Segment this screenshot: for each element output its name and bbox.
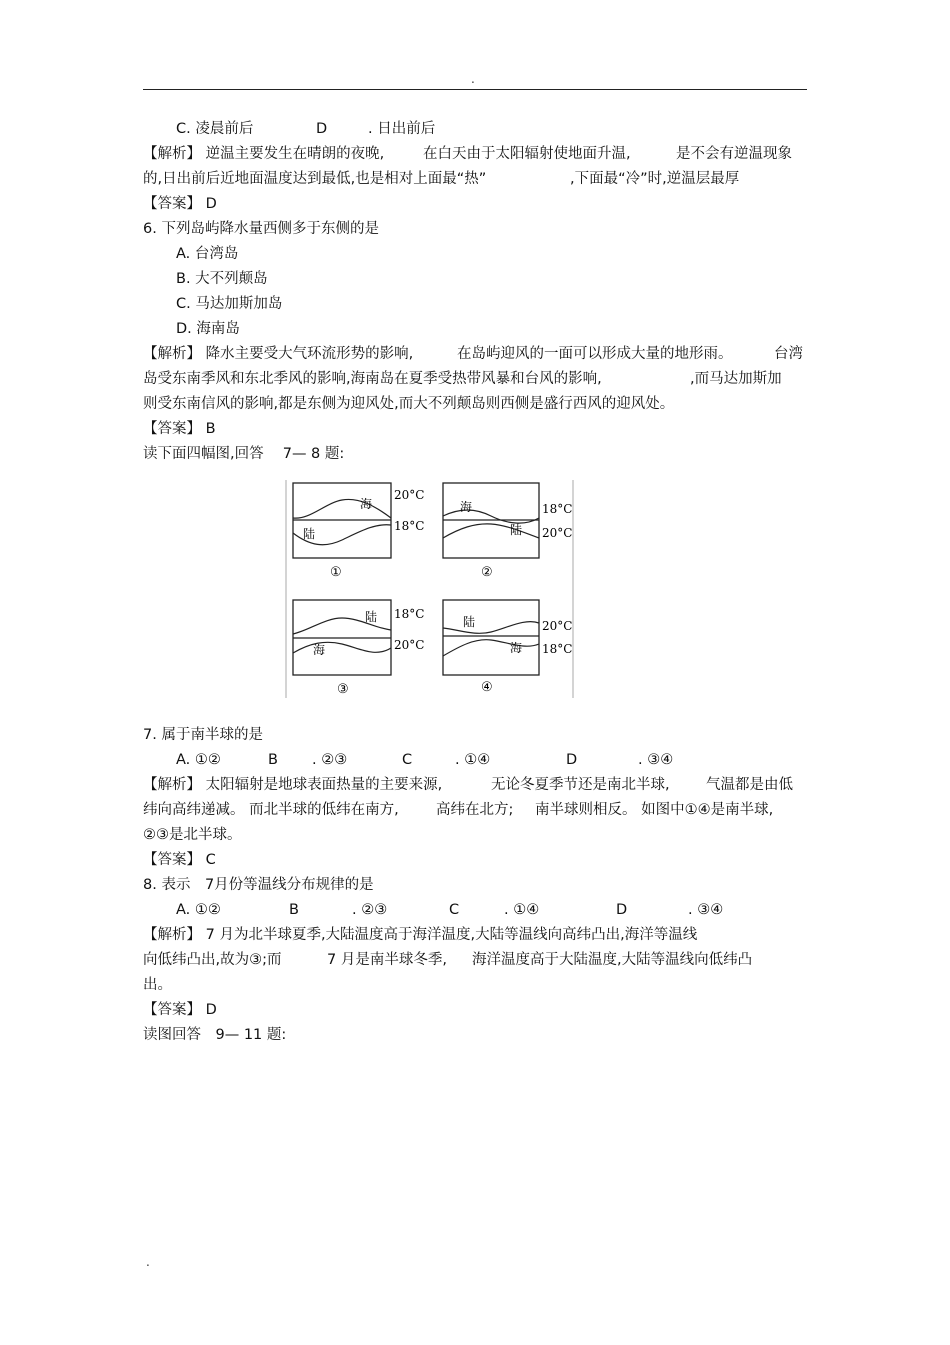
panel-1 <box>293 483 424 580</box>
panel-1-temp-bottom: 18°C <box>394 519 425 533</box>
panel-3-temp-top: 18°C <box>394 607 425 621</box>
q5-analysis-line1c: 是不会有逆温现象 <box>676 146 792 162</box>
panel-2-lower-label: 陆 <box>510 523 523 537</box>
q5-analysis-line2b: ,下面最“冷”时,逆温层最厚 <box>570 171 740 187</box>
isotherm-figure-svg <box>285 478 575 698</box>
panel-2-upper-label: 海 <box>460 500 473 514</box>
q8-option-a: A. ①② <box>176 902 221 918</box>
q7-question: 7. 属于南半球的是 <box>143 727 263 743</box>
panel-2-number: ② <box>481 565 493 580</box>
panel-3-isotherm-20 <box>293 642 391 653</box>
panel-3-lower-label: 海 <box>313 643 326 657</box>
q7-option-b-text: . ②③ <box>312 752 348 768</box>
q7-option-d-letter: D <box>566 752 578 768</box>
panel-2 <box>443 483 572 580</box>
q6-analysis-line1b: 在岛屿迎风的一面可以形成大量的地形雨。 <box>457 346 733 362</box>
q6-option-b: B. 大不列颠岛 <box>176 271 268 287</box>
panel-1-lower-label: 陆 <box>303 527 316 541</box>
q8-analysis-line1: 【解析】 7 月为北半球夏季,大陆温度高于海洋温度,大陆等温线向高纬凸出,海洋等温线 <box>143 927 698 943</box>
panel-1-temp-top: 20°C <box>394 488 425 502</box>
q8-option-c-text: . ①④ <box>504 902 540 918</box>
q8-analysis-line2a: 向低纬凸出,故为③;而 <box>143 952 282 968</box>
q7-analysis-line2b: 高纬在北方; <box>436 802 514 818</box>
q5-analysis-line1a: 【解析】 逆温主要发生在晴朗的夜晚, <box>143 146 385 162</box>
q6-analysis-line2a: 岛受东南季风和东北季风的影响,海南岛在夏季受热带风暴和台风的影响, <box>143 371 602 387</box>
panel-3 <box>293 600 424 697</box>
q7-analysis-line2a: 纬向高纬递减。 而北半球的低纬在南方, <box>143 802 399 818</box>
q7-analysis-line1a: 【解析】 太阳辐射是地球表面热量的主要来源, <box>143 777 443 793</box>
panel-1-isotherm-20 <box>293 499 391 518</box>
q7-analysis-line1b: 无论冬夏季节还是南北半球, <box>491 777 670 793</box>
q6-analysis-line2b: ,而马达加斯加 <box>690 371 782 387</box>
intro-7-8: 读下面四幅图,回答 7— 8 题: <box>143 446 345 462</box>
q7-option-d-text: . ③④ <box>638 752 674 768</box>
q8-analysis-line2c: 海洋温度高于大陆温度,大陆等温线向低纬凸 <box>472 952 753 968</box>
q5-answer: 【答案】 D <box>143 196 217 212</box>
header-dot: . <box>471 72 475 86</box>
q6-analysis-line1c: 台湾 <box>774 346 803 362</box>
q8-option-b-letter: B <box>289 902 299 918</box>
panel-4-temp-top: 20°C <box>542 619 573 633</box>
q7-analysis-line1c: 气温都是由低 <box>706 777 793 793</box>
q7-answer: 【答案】 C <box>143 852 216 868</box>
q6-question: 6. 下列岛屿降水量西侧多于东侧的是 <box>143 221 379 237</box>
panel-4-lower-label: 海 <box>510 641 523 655</box>
q6-option-c: C. 马达加斯加岛 <box>176 296 283 312</box>
panel-2-temp-top: 18°C <box>542 502 573 516</box>
q7-analysis-line2c: 南半球则相反。 如图中①④是南半球, <box>535 802 774 818</box>
q6-option-d: D. 海南岛 <box>176 321 240 337</box>
q5-option-d-letter: D <box>316 121 328 137</box>
panel-4 <box>443 600 572 695</box>
panel-2-isotherm-20 <box>443 524 539 538</box>
q7-option-c-letter: C <box>402 752 413 768</box>
panel-3-upper-label: 陆 <box>365 610 378 624</box>
isotherm-figure <box>285 478 575 698</box>
intro-9-11: 读图回答 9— 11 题: <box>143 1027 287 1043</box>
q6-answer: 【答案】 B <box>143 421 216 437</box>
q7-analysis-line3: ②③是北半球。 <box>143 827 242 843</box>
panel-3-temp-bottom: 20°C <box>394 638 425 652</box>
q6-analysis-line1a: 【解析】 降水主要受大气环流形势的影响, <box>143 346 414 362</box>
q8-option-b-text: . ②③ <box>352 902 388 918</box>
panel-4-frame <box>443 600 539 675</box>
q7-option-c-text: . ①④ <box>455 752 491 768</box>
q8-answer: 【答案】 D <box>143 1002 217 1018</box>
q5-option-d-text: . 日出前后 <box>368 121 436 137</box>
header-rule <box>143 89 807 90</box>
panel-3-number: ③ <box>337 682 349 697</box>
q7-option-a: A. ①② <box>176 752 221 768</box>
q8-question: 8. 表示 7月份等温线分布规律的是 <box>143 877 374 893</box>
footer-dot: . <box>146 1255 150 1269</box>
q8-analysis-line3: 出。 <box>143 977 172 993</box>
panel-4-isotherm-18 <box>443 640 539 656</box>
panel-4-upper-label: 陆 <box>463 615 476 629</box>
panel-4-isotherm-20 <box>443 622 539 634</box>
panel-2-isotherm-18 <box>443 510 539 523</box>
panel-1-upper-label: 海 <box>360 497 373 511</box>
q8-analysis-line2b: 7 月是南半球冬季, <box>327 952 447 968</box>
q5-analysis-line1b: 在白天由于太阳辐射使地面升温, <box>423 146 631 162</box>
q8-option-d-text: . ③④ <box>688 902 724 918</box>
panel-1-number: ① <box>330 565 342 580</box>
q6-analysis-line3: 则受东南信风的影响,都是东侧为迎风处,而大不列颠岛则西侧是盛行西风的迎风处。 <box>143 396 675 412</box>
q8-option-d-letter: D <box>616 902 628 918</box>
q6-option-a: A. 台湾岛 <box>176 246 239 262</box>
q5-option-c: C. 凌晨前后 <box>176 121 254 137</box>
q5-analysis-line2a: 的,日出前后近地面温度达到最低,也是相对上面最“热” <box>143 171 487 187</box>
panel-4-temp-bottom: 18°C <box>542 642 573 656</box>
q7-option-b-letter: B <box>268 752 278 768</box>
panel-4-number: ④ <box>481 680 493 695</box>
panel-2-temp-bottom: 20°C <box>542 526 573 540</box>
q8-option-c-letter: C <box>449 902 460 918</box>
